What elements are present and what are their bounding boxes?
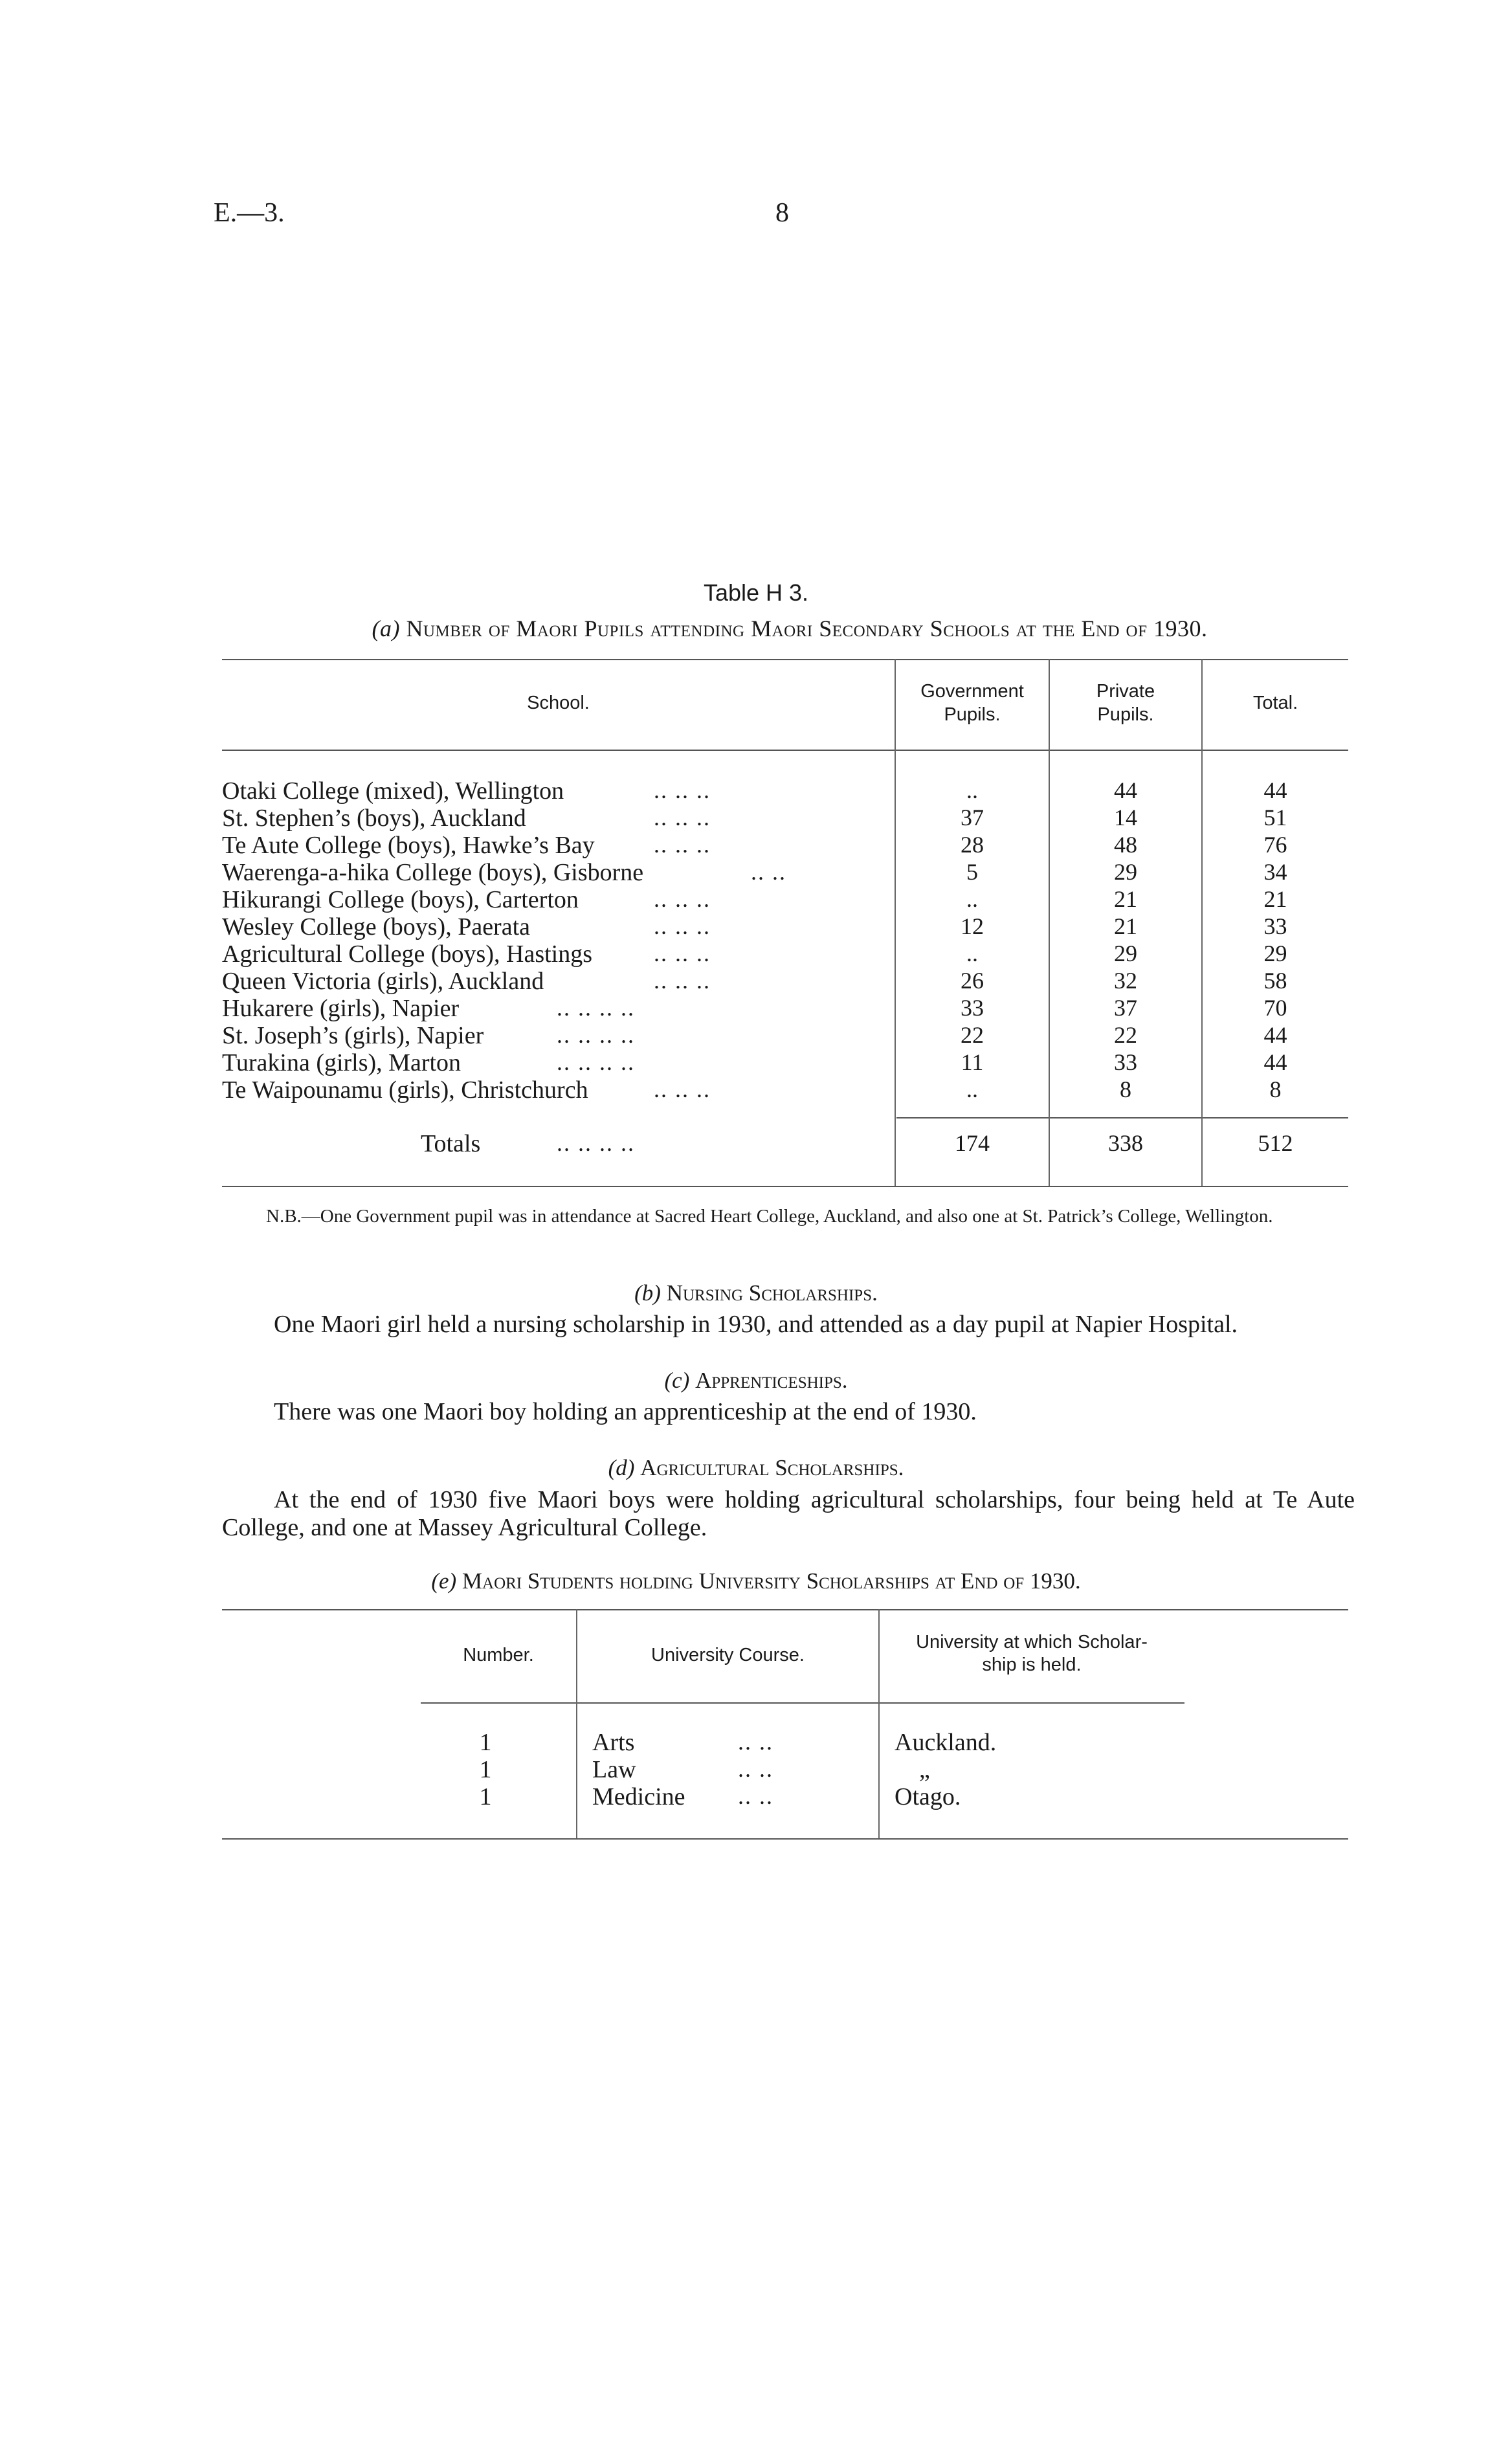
column-header-private-line2: Pupils. xyxy=(1097,704,1154,726)
table-totals-rule xyxy=(896,1117,1348,1118)
government-pupils: 11 xyxy=(961,1049,984,1075)
private-pupils: 22 xyxy=(1114,1022,1137,1048)
government-pupils: 22 xyxy=(961,1022,984,1048)
course-name: Arts xyxy=(592,1729,635,1756)
school-name: St. Stephen’s (boys), Auckland xyxy=(222,805,526,832)
school-name: Te Waipounamu (girls), Christchurch xyxy=(222,1076,588,1104)
paragraph-nursing: One Maori girl held a nursing scholarship in 1930, and attended as a day pupil at Napier Hospital. xyxy=(274,1311,1238,1338)
table-top-rule xyxy=(222,659,1348,660)
column-header-university-line1: University at which Scholar- xyxy=(916,1632,1148,1652)
school-name: Agricultural College (boys), Hastings xyxy=(222,940,593,968)
table-caption-label: (a) xyxy=(372,616,400,641)
grand-total: 512 xyxy=(1258,1130,1293,1156)
total-pupils: 70 xyxy=(1263,995,1287,1021)
school-name: Turakina (girls), Marton xyxy=(222,1049,461,1076)
government-pupils: 26 xyxy=(961,968,984,994)
section-label-agricultural: (d) xyxy=(608,1455,635,1480)
section-title-apprenticeships xyxy=(0,1368,1512,1394)
course-name: Medicine xyxy=(592,1783,685,1810)
school-name: Hikurangi College (boys), Carterton xyxy=(222,886,579,913)
dot-leader: .. .. .. .. xyxy=(557,995,635,1021)
section-label-nursing: (b) xyxy=(634,1280,661,1306)
column-header-total: Total. xyxy=(1252,693,1298,713)
government-pupils: 28 xyxy=(961,832,984,858)
school-name: Otaki College (mixed), Wellington xyxy=(222,777,564,805)
section-title-university xyxy=(0,1568,1512,1594)
totals-label: Totals xyxy=(421,1130,481,1157)
dot-leader: .. .. .. xyxy=(654,940,711,966)
school-name: Waerenga-a-hika College (boys), Gisborne xyxy=(222,859,644,886)
total-pupils: 44 xyxy=(1263,1049,1287,1075)
dot-leader: .. .. .. xyxy=(654,777,711,803)
table-header-rule xyxy=(222,750,1348,751)
section-title-text-university: Maori Students holding University Scholarships at End of 1930. xyxy=(461,1568,1081,1594)
column-header-government-line1: Government xyxy=(920,681,1024,702)
government-pupils: .. xyxy=(966,886,978,912)
dot-leader: .. .. .. xyxy=(654,886,711,912)
student-number: 1 xyxy=(479,1783,492,1810)
column-header-university xyxy=(880,1631,1184,1676)
private-pupils: 29 xyxy=(1114,859,1137,885)
column-header-government xyxy=(896,680,1049,727)
column-header-course: University Course. xyxy=(651,1645,805,1665)
school-name: Queen Victoria (girls), Auckland xyxy=(222,968,544,995)
dot-leader: .. .. .. .. xyxy=(557,1022,635,1048)
government-pupils: .. xyxy=(966,1076,978,1102)
table-caption xyxy=(214,615,1366,642)
column-header-university-line2: ship is held. xyxy=(982,1654,1082,1675)
dot-leader: .. .. xyxy=(738,1783,773,1809)
university-name: Otago. xyxy=(895,1783,961,1810)
government-pupils: 12 xyxy=(961,913,984,939)
section-label-university: (e) xyxy=(431,1568,457,1594)
paragraph-agricultural: At the end of 1930 five Maori boys were holding agricultural scholarships, four being held at Te Aute College, and one at Massey Agricultural College. xyxy=(222,1486,1355,1541)
government-pupils: 33 xyxy=(961,995,984,1021)
section-title-agricultural xyxy=(0,1455,1512,1481)
dot-leader: .. .. .. xyxy=(654,1076,711,1102)
course-name: Law xyxy=(592,1756,636,1783)
total-pupils: 29 xyxy=(1263,940,1287,966)
student-number: 1 xyxy=(479,1756,492,1783)
section-label-apprenticeships: (c) xyxy=(664,1368,690,1393)
private-total: 338 xyxy=(1108,1130,1143,1156)
table-bottom-rule xyxy=(222,1186,1348,1187)
university-name: „ xyxy=(919,1756,930,1783)
private-pupils: 8 xyxy=(1120,1076,1131,1102)
private-pupils: 48 xyxy=(1114,832,1137,858)
private-pupils: 29 xyxy=(1114,940,1137,966)
private-pupils: 21 xyxy=(1114,886,1137,912)
section-title-nursing xyxy=(0,1280,1512,1306)
total-pupils: 51 xyxy=(1263,805,1287,830)
total-pupils: 44 xyxy=(1263,1022,1287,1048)
private-pupils: 21 xyxy=(1114,913,1137,939)
private-pupils: 14 xyxy=(1114,805,1137,830)
dot-leader: .. .. .. xyxy=(654,913,711,939)
total-pupils: 21 xyxy=(1263,886,1287,912)
dot-leader: .. .. xyxy=(738,1756,773,1782)
school-name: Wesley College (boys), Paerata xyxy=(222,913,531,940)
private-pupils: 37 xyxy=(1114,995,1137,1021)
dot-leader: .. .. .. .. xyxy=(557,1130,635,1156)
column-header-school: School. xyxy=(527,693,590,713)
table-note: N.B.—One Government pupil was in attendance at Sacred Heart College, Auckland, and also one at St. Patrick’s College, Wellington. xyxy=(266,1206,1273,1227)
government-pupils: .. xyxy=(966,777,978,803)
page-reference: E.—3. xyxy=(214,198,285,228)
page-number: 8 xyxy=(775,198,789,228)
government-total: 174 xyxy=(955,1130,990,1156)
column-header-private-line1: Private xyxy=(1096,681,1155,702)
university-table-header-rule xyxy=(421,1702,1184,1704)
dot-leader: .. .. .. xyxy=(654,968,711,994)
column-header-number: Number. xyxy=(463,1645,534,1665)
table-title: Table H 3. xyxy=(703,579,809,606)
university-table-bottom-rule xyxy=(222,1838,1348,1840)
total-pupils: 44 xyxy=(1263,777,1287,803)
private-pupils: 32 xyxy=(1114,968,1137,994)
dot-leader: .. .. .. .. xyxy=(557,1049,635,1075)
government-pupils: 37 xyxy=(961,805,984,830)
government-pupils: 5 xyxy=(966,859,978,885)
private-pupils: 44 xyxy=(1114,777,1137,803)
school-name: Te Aute College (boys), Hawke’s Bay xyxy=(222,832,595,859)
section-title-text-apprenticeships: Apprenticeships. xyxy=(695,1368,848,1393)
total-pupils: 33 xyxy=(1263,913,1287,939)
column-header-private xyxy=(1050,680,1201,727)
paragraph-apprenticeships: There was one Maori boy holding an apprenticeship at the end of 1930. xyxy=(274,1398,977,1425)
dot-leader: .. .. xyxy=(738,1729,773,1755)
student-number: 1 xyxy=(479,1729,492,1756)
table-caption-text: Number of Maori Pupils attending Maori Secondary Schools at the End of 1930. xyxy=(406,616,1208,641)
school-name: Hukarere (girls), Napier xyxy=(222,995,460,1022)
dot-leader: .. .. .. xyxy=(654,832,711,858)
total-pupils: 8 xyxy=(1269,1076,1282,1102)
university-name: Auckland. xyxy=(895,1729,997,1756)
column-header-government-line2: Pupils. xyxy=(944,704,1001,726)
school-name: St. Joseph’s (girls), Napier xyxy=(222,1022,484,1049)
dot-leader: .. .. xyxy=(751,859,786,885)
total-pupils: 76 xyxy=(1263,832,1287,858)
dot-leader: .. .. .. xyxy=(654,805,711,830)
private-pupils: 33 xyxy=(1114,1049,1137,1075)
government-pupils: .. xyxy=(966,940,978,966)
section-title-text-agricultural: Agricultural Scholarships. xyxy=(640,1455,904,1480)
total-pupils: 34 xyxy=(1263,859,1287,885)
university-table-top-rule xyxy=(222,1609,1348,1610)
section-title-text-nursing: Nursing Scholarships. xyxy=(666,1280,878,1306)
total-pupils: 58 xyxy=(1263,968,1287,994)
